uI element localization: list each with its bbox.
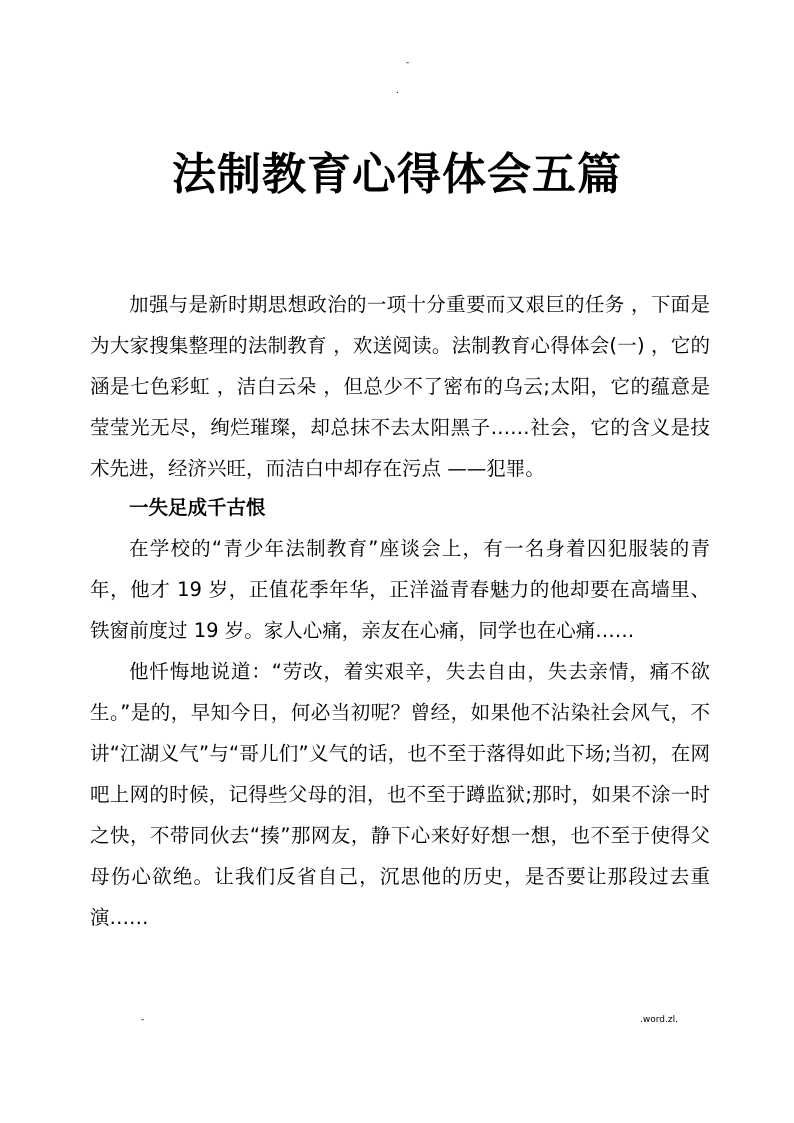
intro-paragraph: 加强与是新时期思想政治的一项十分重要而又艰巨的任务 ，下面是为大家搜集整理的法制教育 ，欢送阅读。法制教育心得体会(一) ，它的涵是七色彩虹 ，洁白云朵 ，但总少不了密布的乌云;太阳，它的蕴意是莹莹光无尽，绚烂璀璨，却总抹不去太阳黑子……社会，它的含义是技术先进，经济兴旺，而洁白中却存在污点 ——犯罪。 xyxy=(90,293,710,480)
document-title: 法制教育心得体会五篇 xyxy=(172,149,622,200)
footer-left-mark: - xyxy=(141,1015,145,1025)
header-dot: . xyxy=(396,86,399,96)
header-mark: - xyxy=(406,58,410,68)
document-body xyxy=(90,284,710,938)
footer-right-label: .word.zl. xyxy=(640,1015,678,1025)
story-paragraph: 在学校的“青少年法制教育”座谈会上，有一名身着囚犯服装的青年，他才 19 岁，正值花季年华，正洋溢青春魅力的他却要在高墙里、铁窗前度过 19 岁。家人心痛，亲友在心痛，同学也在心痛…… xyxy=(90,536,710,642)
reflection-paragraph: 他忏悔地说道：“劳改，着实艰辛，失去自由，失去亲情，痛不欲生。”是的，早知今日，何必当初呢？曾经，如果他不沾染社会风气，不讲“江湖义气”与“哥儿们”义气的话，也不至于落得如此下场;当初，在网吧上网的时候，记得些父母的泪，也不至于蹲监狱;那时，如果不涂一时之快，不带同伙去“揍”那网友，静下心来好好想一想，也不至于使得父母伤心欲绝。让我们反省自己，沉思他的历史，是否要让那段过去重演…… xyxy=(90,659,710,929)
section-heading: 一失足成千古恨 xyxy=(129,496,266,519)
